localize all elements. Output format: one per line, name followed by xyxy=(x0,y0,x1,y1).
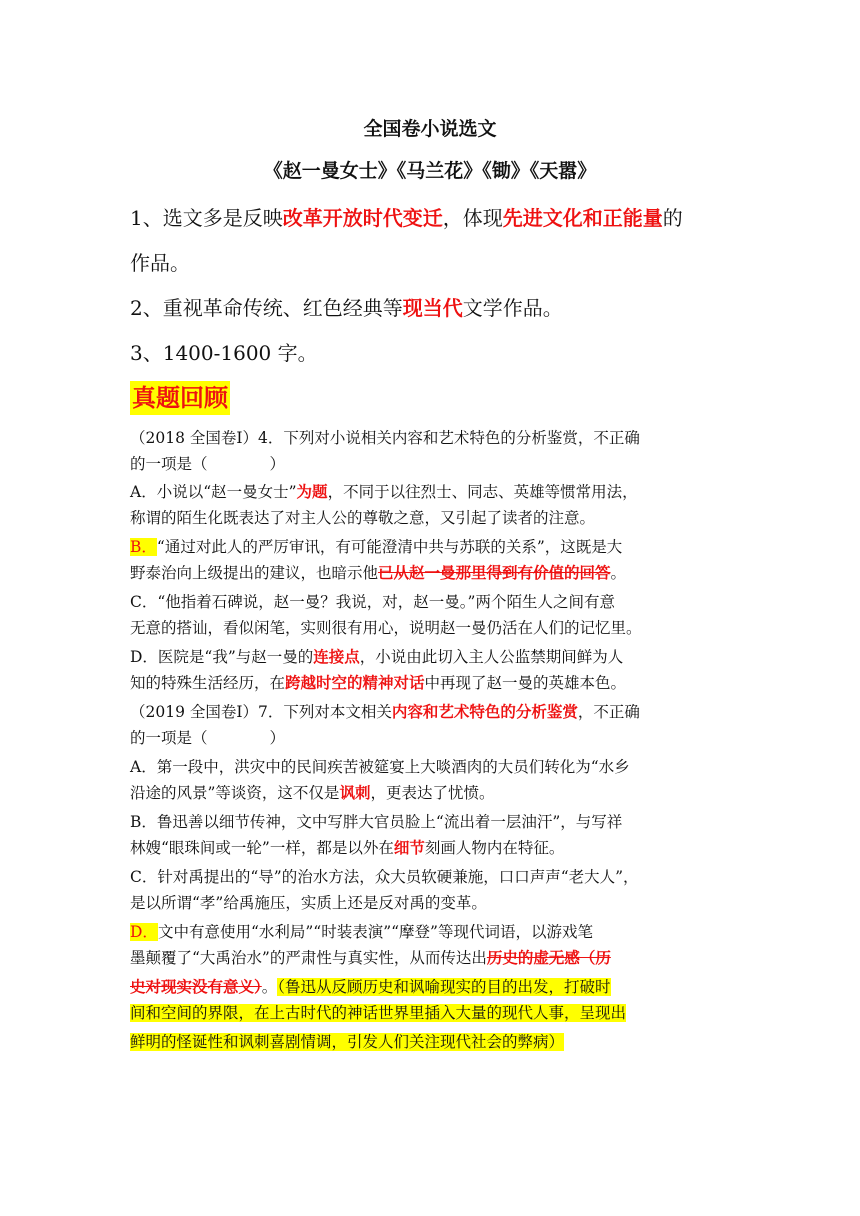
q2019-option-b-1: B．鲁迅善以细节传神，文中写胖大官员脸上“流出着一层油汗”，与写祥 xyxy=(130,813,623,831)
q2019-option-d-5 xyxy=(130,1032,730,1052)
red-emphasis: 为题 xyxy=(296,482,328,501)
red-emphasis: 内容和艺术特色的分析鉴赏 xyxy=(391,702,578,721)
point-1-line-1 xyxy=(130,205,730,231)
section-heading: 真题回顾 xyxy=(130,381,230,415)
text: D．医院是“我”与赵一曼的 xyxy=(130,648,314,666)
q2019-stem-2: 的一项是（ ） xyxy=(130,729,286,747)
text: 刻画人物内在特征。 xyxy=(424,839,565,857)
q2019-option-c-2: 是以所谓“孝”给禹施压，实质上还是反对禹的变革。 xyxy=(130,894,487,912)
red-emphasis: 细节 xyxy=(393,838,425,857)
red-emphasis: 改革开放时代变迁 xyxy=(282,206,443,230)
q2018-option-b-1 xyxy=(130,537,730,557)
highlighted-note: （鲁迅从反顾历史和讽喻现实的目的出发，打破时 xyxy=(277,978,611,996)
q2019-option-d-3 xyxy=(130,977,730,997)
strikethrough-phrase: 已从赵一曼那里得到有价值的回答 xyxy=(378,563,611,582)
text: A．小说以“赵一曼女士” xyxy=(130,483,297,501)
q2018-option-d-2 xyxy=(130,673,730,693)
text: ，体现 xyxy=(442,206,503,230)
highlighted-note: 间和空间的界限，在上古时代的神话世界里插入大量的现代人事，呈现出 xyxy=(130,1004,627,1022)
strikethrough-phrase: 史对现实没有意义） xyxy=(130,977,262,996)
text: 林嫂“眼珠间或一轮”一样，都是以外在 xyxy=(130,839,394,857)
text: ，不正确 xyxy=(577,703,640,721)
point-3: 3、1400-1600 字。 xyxy=(130,341,318,365)
text: 野泰治向上级提出的建议，也暗示他 xyxy=(130,564,379,582)
text: 文中有意使用“水利局”“时装表演”“摩登”等现代词语，以游戏笔 xyxy=(157,923,593,941)
q2019-option-d-2 xyxy=(130,948,730,968)
answer-label-highlight: B． xyxy=(130,538,157,556)
text: 1、选文多是反映 xyxy=(130,206,283,230)
document-title: 全国卷小说选文 xyxy=(363,118,497,140)
text: ，小说由此切入主人公监禁期间鲜为人 xyxy=(359,648,624,666)
q2019-option-d-1 xyxy=(130,922,730,942)
strikethrough-phrase: 历史的虚无感（历 xyxy=(486,948,611,967)
text: 。 xyxy=(261,978,278,996)
red-emphasis: 现当代 xyxy=(402,296,463,320)
red-emphasis: 跨越时空的精神对话 xyxy=(285,673,425,692)
red-emphasis: 连接点 xyxy=(313,647,360,666)
point-2 xyxy=(130,295,730,321)
point-1-line-2: 作品。 xyxy=(130,251,190,275)
text: （2019 全国卷Ⅰ）7．下列对本文相关 xyxy=(130,703,392,721)
q2019-option-a-1: A．第一段中，洪灾中的民间疾苦被筵宴上大啖酒肉的大员们转化为“水乡 xyxy=(130,758,630,776)
q2019-option-c-1: C．针对禹提出的“导”的治水方法，众大员软硬兼施，口口声声“老大人”， xyxy=(130,868,639,886)
text: 墨颠覆了“大禹治水”的严肃性与真实性，从而传达出 xyxy=(130,949,487,967)
q2018-stem-1: （2018 全国卷Ⅰ）4．下列对小说相关内容和艺术特色的分析鉴赏，不正确 xyxy=(130,429,640,447)
q2018-stem-2: 的一项是（ ） xyxy=(130,455,286,473)
q2018-option-c-1: C．“他指着石碑说，赵一曼？我说，对，赵一曼。”两个陌生人之间有意 xyxy=(130,593,615,611)
q2018-option-a-1 xyxy=(130,482,730,502)
text: 。 xyxy=(610,564,627,582)
q2018-option-d-1 xyxy=(130,647,730,667)
red-emphasis: 先进文化和正能量 xyxy=(502,206,663,230)
q2019-option-a-2 xyxy=(130,783,730,803)
red-emphasis: 讽刺 xyxy=(339,783,371,802)
text: 的 xyxy=(662,206,683,230)
text: 中再现了赵一曼的英雄本色。 xyxy=(424,674,627,692)
q2018-option-c-2: 无意的搭讪，看似闲笔，实则很有用心，说明赵一曼仍活在人们的记忆里。 xyxy=(130,619,642,637)
q2018-option-b-2 xyxy=(130,563,730,583)
text: ，更表达了忧愤。 xyxy=(370,784,495,802)
text: ，不同于以往烈士、同志、英雄等惯常用法， xyxy=(327,483,638,501)
text: 2、重视革命传统、红色经典等 xyxy=(130,296,403,320)
document-subtitle: 《赵一曼女士》《马兰花》《锄》《天嚣》 xyxy=(263,160,597,182)
q2018-option-a-2: 称谓的陌生化既表达了对主人公的尊敬之意，又引起了读者的注意。 xyxy=(130,509,596,527)
q2019-option-b-2 xyxy=(130,838,730,858)
text: 知的特殊生活经历，在 xyxy=(130,674,286,692)
text: 文学作品。 xyxy=(462,296,563,320)
q2019-stem-1 xyxy=(130,702,730,722)
answer-label-highlight: D． xyxy=(130,923,158,941)
highlighted-note: 鲜明的怪诞性和讽刺喜剧情调，引发人们关注现代社会的弊病） xyxy=(130,1033,565,1051)
q2019-option-d-4 xyxy=(130,1003,730,1023)
text: “通过对此人的严厉审讯，有可能澄清中共与苏联的关系”，这既是大 xyxy=(156,538,623,556)
text: 沿途的风景”等谈资，这不仅是 xyxy=(130,784,340,802)
